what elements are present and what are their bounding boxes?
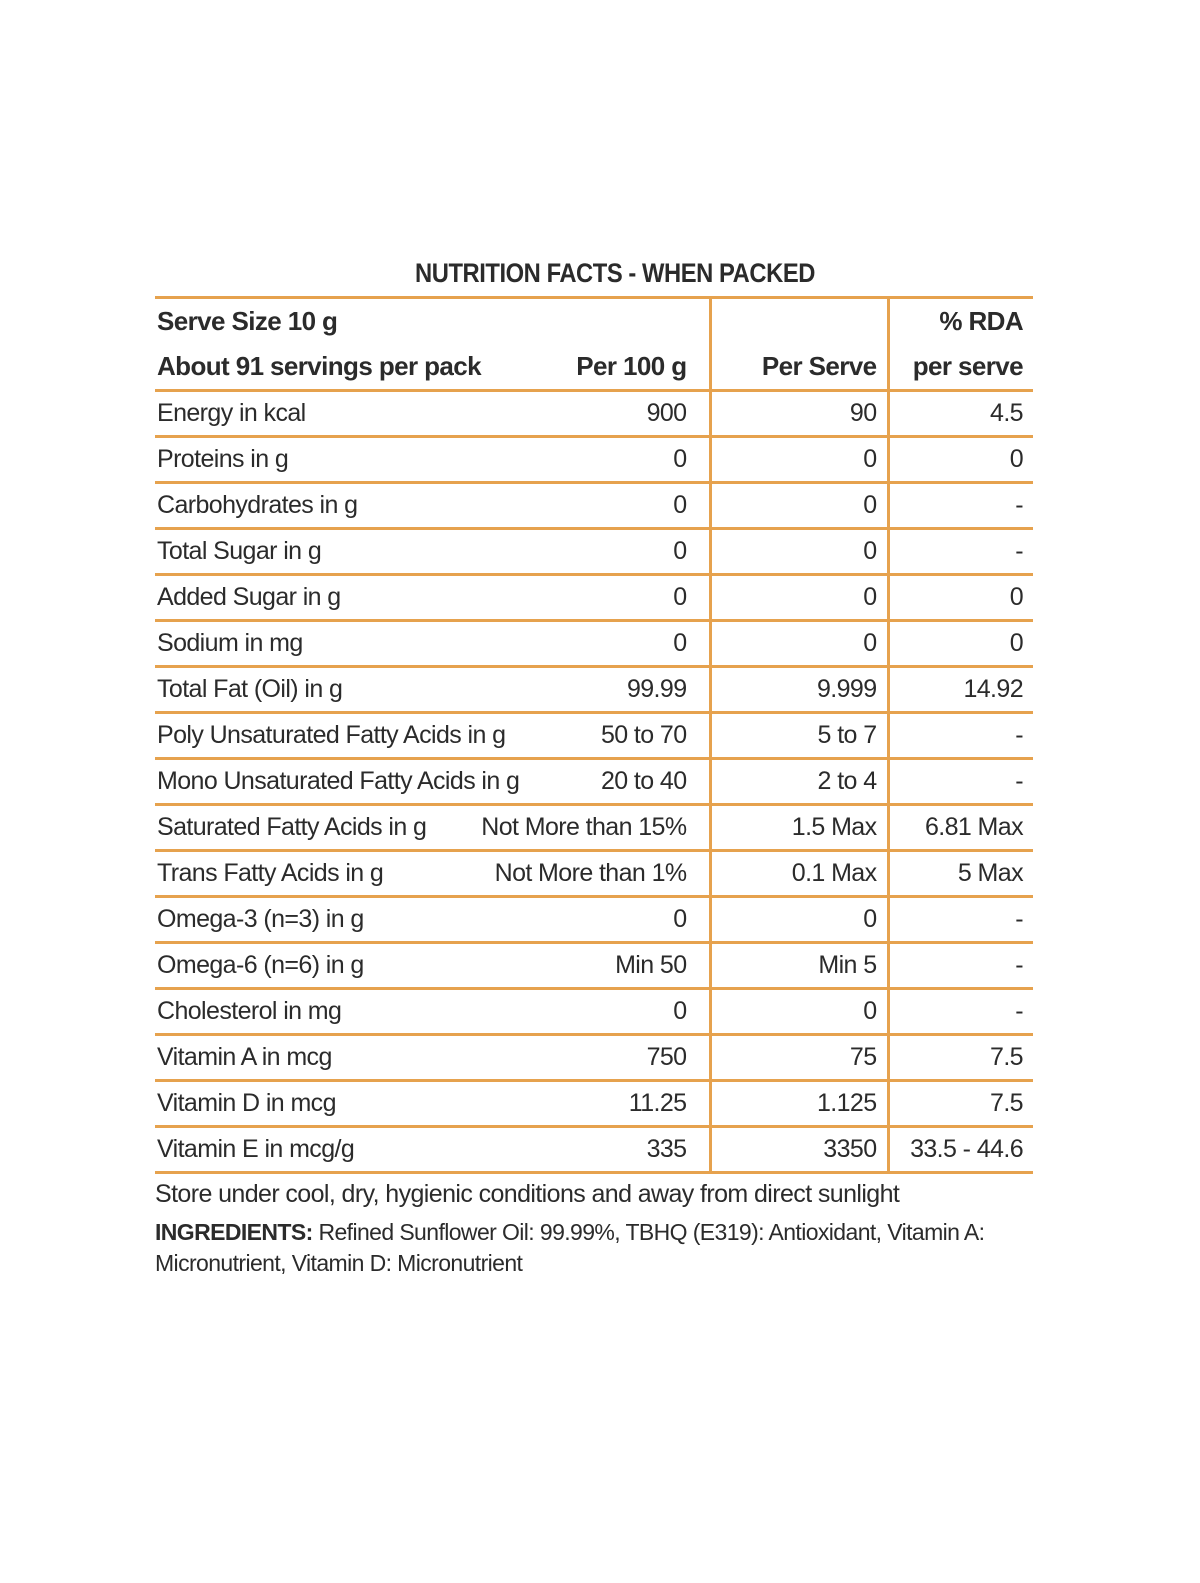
value-per-100g: 20 to 40 [600,767,687,795]
per100-header: Per 100 g [576,351,687,381]
value-rda: 33.5 - 44.6 [910,1135,1023,1163]
value-rda: 0 [888,621,1033,667]
value-per-serve: 0 [710,575,888,621]
storage-instructions: Store under cool, dry, hygienic conditions and away from direct sunlight [155,1180,900,1208]
nutrient-name: Energy in kcal [157,399,306,427]
ingredients-text: Refined Sunflower Oil: 99.99%, TBHQ (E319): Antioxidant, Vitamin A: Micronutrient, Vitamin D: Micronutrient [155,1219,985,1276]
nutrient-name: Carbohydrates in g [157,491,358,519]
nutrient-name: Omega-6 (n=6) in g [157,951,364,979]
servings-per-pack: About 91 servings per pack [157,351,481,381]
nutrient-row [155,667,1033,713]
nutrient-row [155,1127,1033,1173]
value-rda: 4.5 [888,391,1033,437]
nutrient-name: Sodium in mg [157,629,303,657]
nutrient-name: Mono Unsaturated Fatty Acids in g [157,767,520,795]
nutrient-row [155,391,1033,437]
value-per-100g: 0 [673,905,687,933]
value-rda: - [888,713,1033,759]
value-rda: - [888,483,1033,529]
nutrient-name: Cholesterol in mg [157,997,342,1025]
value-per-100g: Not More than 1% [494,859,687,887]
nutrient-row [155,851,1033,897]
nutrient-name: Saturated Fatty Acids in g [157,813,427,841]
value-per-100g: 0 [673,997,687,1025]
nutrient-row [155,483,1033,529]
header-row-2 [155,344,1033,391]
value-per-serve: 0 [710,621,888,667]
value-per-100g: 0 [673,445,687,473]
value-per-serve: Min 5 [710,943,888,989]
nutrient-row [155,713,1033,759]
nutrient-name: Vitamin D in mcg [157,1089,336,1117]
perserve-header: Per Serve [710,344,888,391]
nutrient-row [155,575,1033,621]
nutrient-row [155,621,1033,667]
value-per-100g: 50 to 70 [600,721,687,749]
value-per-100g: Min 50 [615,951,687,979]
nutrition-label [155,250,1033,1279]
value-rda: - [888,989,1033,1035]
serve-size: Serve Size 10 g [157,306,338,336]
nutrient-row [155,897,1033,943]
value-per-serve: 9.999 [710,667,888,713]
nutrient-row [155,805,1033,851]
nutrient-name: Total Fat (Oil) in g [157,675,343,703]
value-per-serve: 3350 [710,1127,888,1173]
value-rda: 0 [888,575,1033,621]
nutrient-row [155,437,1033,483]
value-per-serve: 0 [710,483,888,529]
value-per-100g: 0 [673,537,687,565]
nutrient-row [155,759,1033,805]
rda-header-line2: per serve [888,344,1033,391]
value-per-100g: 0 [673,629,687,657]
value-rda: 5 Max [888,851,1033,897]
value-rda: 7.5 [888,1081,1033,1127]
value-rda: 14.92 [888,667,1033,713]
value-per-100g: Not More than 15% [481,813,687,841]
value-rda: 7.5 [888,1035,1033,1081]
label-title: NUTRITION FACTS - WHEN PACKED [415,258,815,288]
value-rda: 0 [888,437,1033,483]
nutrient-name: Vitamin E in mcg/g [157,1135,355,1163]
ingredients-label: INGREDIENTS: [155,1219,313,1245]
value-per-100g: 335 [646,1135,687,1163]
value-per-serve: 0 [710,437,888,483]
value-per-100g: 750 [646,1043,687,1071]
nutrient-name: Total Sugar in g [157,537,322,565]
nutrient-name: Poly Unsaturated Fatty Acids in g [157,721,506,749]
value-per-serve: 1.125 [710,1081,888,1127]
nutrient-name: Proteins in g [157,445,289,473]
value-per-100g: 900 [646,399,687,427]
value-per-100g: 0 [673,583,687,611]
value-per-serve: 1.5 Max [710,805,888,851]
value-rda: 6.81 Max [888,805,1033,851]
header-row-1 [155,298,1033,345]
nutrient-row [155,989,1033,1035]
value-per-serve: 0 [710,897,888,943]
nutrient-row [155,1081,1033,1127]
nutrient-name: Omega-3 (n=3) in g [157,905,364,933]
value-per-serve: 0 [710,529,888,575]
value-per-serve: 5 to 7 [710,713,888,759]
value-per-100g: 11.25 [628,1089,687,1117]
nutrient-row [155,943,1033,989]
nutrient-name: Added Sugar in g [157,583,341,611]
rda-header-line1: % RDA [939,306,1023,336]
ingredients [155,1217,985,1279]
nutrient-name: Trans Fatty Acids in g [157,859,384,887]
value-per-serve: 90 [710,391,888,437]
nutrient-row [155,1035,1033,1081]
value-rda: - [888,759,1033,805]
nutrient-name: Vitamin A in mcg [157,1043,332,1071]
value-per-serve: 0.1 Max [710,851,888,897]
value-per-serve: 75 [710,1035,888,1081]
value-rda: - [888,897,1033,943]
value-per-serve: 0 [710,989,888,1035]
nutrition-table [155,296,1033,1174]
value-per-serve: 2 to 4 [710,759,888,805]
nutrient-row [155,529,1033,575]
value-per-100g: 0 [673,491,687,519]
value-rda: - [888,943,1033,989]
value-per-100g: 99.99 [626,675,687,703]
value-rda: - [888,529,1033,575]
